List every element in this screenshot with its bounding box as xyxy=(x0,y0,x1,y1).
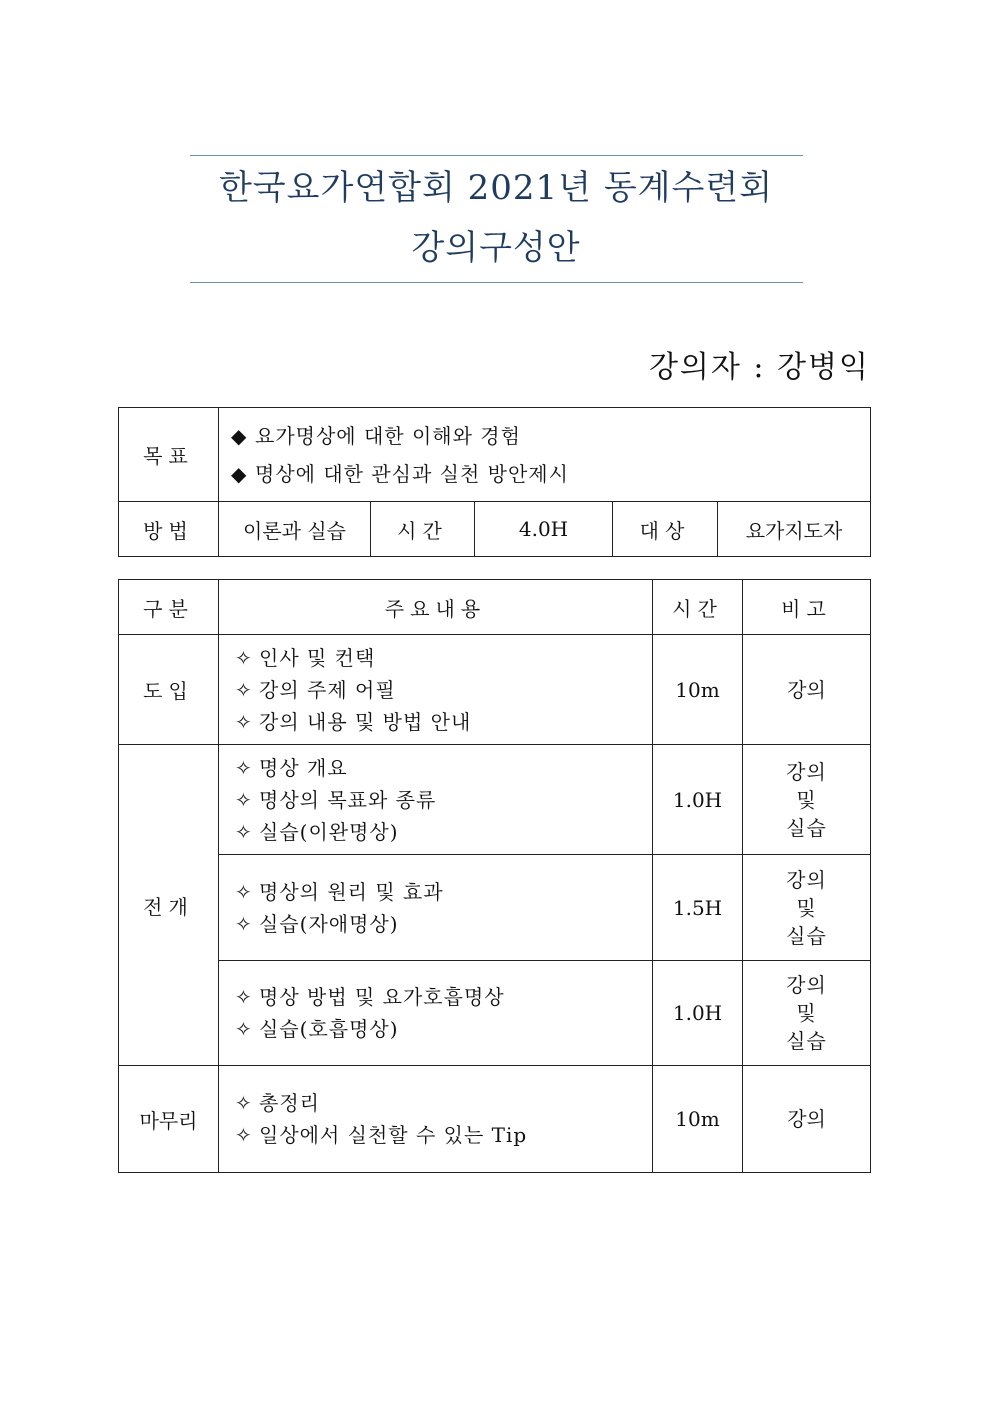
target-value: 요가지도자 xyxy=(718,502,871,557)
list-item: ✧ 명상의 원리 및 효과 xyxy=(235,876,636,908)
title-top-rule xyxy=(190,155,803,156)
list-item: ✧ 총정리 xyxy=(235,1087,636,1119)
lecturer-name: 강의자 : 강병익 xyxy=(648,350,870,385)
star-bullet-icon: ✧ xyxy=(235,985,253,1009)
list-item: ✧ 명상 개요 xyxy=(235,752,636,784)
table-row xyxy=(119,635,871,745)
section-name: 전개 xyxy=(119,745,219,1066)
list-item: ✧ 강의 주제 어필 xyxy=(235,674,636,706)
schedule-table xyxy=(118,579,871,1173)
note-value: 강의 xyxy=(743,1066,871,1173)
time-value: 1.5H xyxy=(653,855,743,961)
goal-item: ◆ 요가명상에 대한 이해와 경험 xyxy=(231,417,858,455)
target-label: 대상 xyxy=(613,502,718,557)
list-item: ✧ 실습(호흡명상) xyxy=(235,1013,636,1045)
table-row xyxy=(119,1066,871,1173)
time-value: 10m xyxy=(653,635,743,745)
star-bullet-icon: ✧ xyxy=(235,755,253,780)
section-name: 마무리 xyxy=(119,1066,219,1173)
list-item: ✧ 명상 방법 및 요가호흡명상 xyxy=(235,981,636,1013)
section-name: 도입 xyxy=(119,635,219,745)
method-label: 방법 xyxy=(119,502,219,557)
list-item: ✧ 실습(이완명상) xyxy=(235,816,636,848)
star-bullet-icon: ✧ xyxy=(235,677,253,702)
content-list xyxy=(219,961,653,1066)
note-value: 강의 및 실습 xyxy=(743,855,871,961)
star-bullet-icon: ✧ xyxy=(235,819,253,844)
table-row xyxy=(119,745,871,855)
list-item: ✧ 일상에서 실천할 수 있는 Tip xyxy=(235,1119,636,1151)
note-value: 강의 및 실습 xyxy=(743,961,871,1066)
content-list xyxy=(219,1066,653,1173)
diamond-bullet-icon: ◆ xyxy=(231,423,248,448)
diamond-bullet-icon: ◆ xyxy=(231,461,248,486)
summary-table xyxy=(118,407,871,557)
star-bullet-icon: ✧ xyxy=(235,709,253,734)
list-item: ✧ 인사 및 컨택 xyxy=(235,642,636,674)
note-value: 강의 및 실습 xyxy=(743,745,871,855)
document-title: 한국요가연합회 2021년 동계수련회 xyxy=(218,168,774,208)
table-header-row xyxy=(119,580,871,635)
star-bullet-icon: ✧ xyxy=(235,645,253,670)
header-category: 구분 xyxy=(119,580,219,635)
list-item: ✧ 명상의 목표와 종류 xyxy=(235,784,636,816)
time-value: 1.0H xyxy=(653,745,743,855)
time-value: 4.0H xyxy=(475,502,613,557)
goal-label: 목표 xyxy=(119,408,219,502)
star-bullet-icon: ✧ xyxy=(235,787,253,812)
table-row xyxy=(119,855,871,961)
star-bullet-icon: ✧ xyxy=(235,1091,253,1115)
list-item: ✧ 실습(자애명상) xyxy=(235,908,636,940)
goal-list xyxy=(219,408,871,502)
header-time: 시간 xyxy=(653,580,743,635)
star-bullet-icon: ✧ xyxy=(235,879,253,904)
time-label: 시간 xyxy=(371,502,475,557)
document-subtitle: 강의구성안 xyxy=(411,228,581,268)
title-bottom-rule xyxy=(190,282,803,283)
table-row xyxy=(119,961,871,1066)
star-bullet-icon: ✧ xyxy=(235,911,253,936)
header-content: 주요내용 xyxy=(219,580,653,635)
method-value: 이론과 실습 xyxy=(219,502,371,557)
header-note: 비고 xyxy=(743,580,871,635)
time-value: 1.0H xyxy=(653,961,743,1066)
star-bullet-icon: ✧ xyxy=(235,1123,253,1147)
content-list xyxy=(219,745,653,855)
list-item: ✧ 강의 내용 및 방법 안내 xyxy=(235,706,636,738)
goal-item: ◆ 명상에 대한 관심과 실천 방안제시 xyxy=(231,455,858,493)
content-list xyxy=(219,855,653,961)
note-value: 강의 xyxy=(743,635,871,745)
time-value: 10m xyxy=(653,1066,743,1173)
content-list xyxy=(219,635,653,745)
star-bullet-icon: ✧ xyxy=(235,1017,253,1041)
